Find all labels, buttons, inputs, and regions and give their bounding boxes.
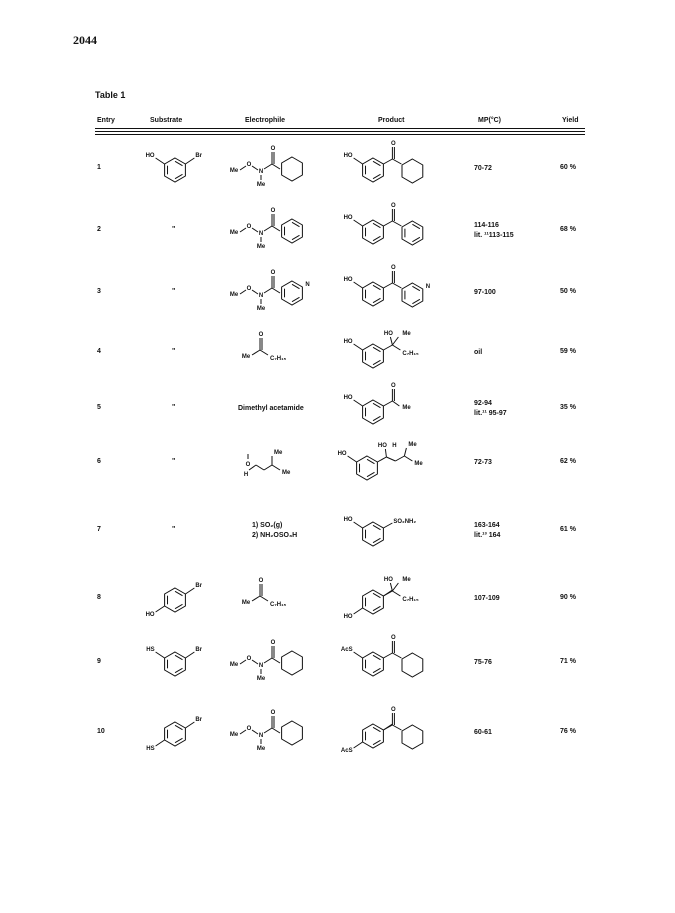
alkyl-label: C₇H₁₅ [270,602,287,608]
page-number: 2044 [73,33,97,47]
product-structure [335,322,460,382]
electrophile-line: Dimethyl acetamide [238,405,304,412]
methyl-label: Me [414,461,423,467]
oxygen-label: O [245,462,251,468]
entry-number: 7 [97,526,101,533]
ring [402,653,423,677]
methyl-label: Me [282,470,291,476]
substrate-structure [130,568,220,628]
nitrogen-label: N [258,733,264,739]
oxygen-label: O [391,383,396,389]
ring [402,725,423,749]
melting-point-value: 60-61 [474,729,492,736]
electrophile-structure [222,322,322,382]
substituent-label: AcS [340,647,353,653]
sulfonamide-label: SO₂NH₂ [393,519,417,525]
ring [402,159,423,183]
oxygen-label: O [391,707,396,713]
yield-value: 62 % [560,458,576,465]
oxygen-label: O [246,162,252,168]
header-rule-2 [95,131,585,132]
substrate-ditto: " [172,404,176,411]
nitrogen-label: N [258,293,264,299]
methyl-label: Me [229,732,239,738]
yield-value: 90 % [560,594,576,601]
melting-point-value: 72-73 [474,459,492,466]
methyl-label: Me [229,168,239,174]
substituent-label: AcS [340,748,353,754]
electrophile-structure [222,632,322,692]
product-structure [335,568,460,628]
substrate-structure [130,702,220,762]
header-substrate: Substrate [150,117,183,124]
methyl-label: Me [256,746,266,752]
methyl-label: Me [256,306,266,312]
methyl-label: Me [402,331,411,337]
nitrogen-label: N [258,663,264,669]
header-entry: Entry [97,117,115,124]
entry-number: 10 [97,728,105,735]
table-row [0,322,675,382]
melting-point [474,728,492,738]
substituent-label: HO [343,517,353,523]
melting-point-value: 114-116 [474,222,499,229]
substituent-label: HO [145,153,155,159]
electrophile-text [252,521,297,541]
oxygen-label: O [246,726,252,732]
oxygen-label: O [391,203,396,209]
substituent-label: HO [343,614,353,620]
product-structure [335,702,460,762]
methyl-label: Me [241,600,251,606]
substituent-label: Br [195,717,203,723]
electrophile-structure [222,200,322,260]
substituent-label: Br [195,583,203,589]
entry-number: 8 [97,594,101,601]
oxygen-label: O [391,141,396,147]
product-structure [335,432,460,492]
entry-number: 9 [97,658,101,665]
substituent-label: HS [146,647,155,653]
oxygen-label: O [270,640,276,646]
alkyl-label: C₇H₁₅ [402,597,419,603]
table-row [0,138,675,198]
product-structure [335,378,460,438]
yield-value: 71 % [560,658,576,665]
substituent-label: HO [145,612,155,618]
melting-point [474,288,496,298]
substrate-ditto: " [172,288,176,295]
yield-value: 76 % [560,728,576,735]
entry-number: 4 [97,348,101,355]
melting-point [474,594,500,604]
methyl-label: Me [229,292,239,298]
oxygen-label: O [246,286,252,292]
table-row [0,200,675,260]
yield-value: 61 % [560,526,576,533]
substituent-label: Br [195,153,203,159]
entry-number: 1 [97,164,101,171]
nitrogen-label: N [258,169,264,175]
methyl-label: Me [241,354,251,360]
substituent-label: HO [343,339,353,345]
table-row [0,432,675,492]
substrate-ditto: " [172,226,176,233]
methyl-label: Me [274,450,283,456]
melting-point-value: 92-94 [474,400,492,407]
melting-point [474,164,492,174]
table-row [0,500,675,560]
yield-value: 68 % [560,226,576,233]
melting-point-value: oil [474,349,483,356]
product-structure [335,262,460,322]
oxygen-label: O [270,208,276,214]
electrophile-structure [222,138,322,198]
yield-value: 50 % [560,288,576,295]
melting-point-value: lit. ¹¹113-115 [474,232,514,239]
header-electrophile: Electrophile [245,117,286,124]
product-structure [335,200,460,260]
melting-point [474,221,514,241]
electrophile-structure [222,262,322,322]
melting-point-value: 163-164 [474,522,500,529]
melting-point-value: 107-109 [474,595,500,602]
substituent-label: HO [337,451,347,457]
methyl-label: Me [229,230,239,236]
header-product: Product [378,117,405,124]
table-row [0,632,675,692]
melting-point [474,348,482,358]
nitrogen-label: N [258,231,264,237]
methyl-label: Me [402,577,411,583]
oxygen-label: O [391,265,396,271]
hydroxyl-label: HO [377,443,387,449]
table-row [0,378,675,438]
melting-point-value: lit.¹³ 164 [474,532,501,539]
electrophile-text [238,404,304,414]
entry-number: 3 [97,288,101,295]
product-structure [335,138,460,198]
header-rule-1 [95,128,585,129]
alkyl-label: C₇H₁₅ [270,356,287,362]
oxygen-label: O [270,146,276,152]
methyl-label: Me [256,244,266,250]
electrophile-line: 1) SO₂(g) [252,522,283,529]
substituent-label: HO [343,277,353,283]
methyl-label: Me [402,405,411,411]
entry-number: 5 [97,404,101,411]
oxygen-label: O [246,224,252,230]
oxygen-label: O [246,656,252,662]
yield-value: 60 % [560,164,576,171]
entry-number: 2 [97,226,101,233]
oxygen-label: O [270,270,276,276]
header-rule-3 [95,134,585,135]
substituent-label: HO [343,153,353,159]
substituent-label: HO [343,395,353,401]
melting-point-value: lit.¹¹ 95-97 [474,410,507,417]
substrate-ditto: " [172,526,176,533]
substituent-label: HO [343,215,353,221]
electrophile-structure [222,702,322,762]
hydrogen-label: H [392,443,397,449]
ring [282,721,303,745]
yield-value: 59 % [560,348,576,355]
methyl-label: Me [256,676,266,682]
melting-point [474,658,492,668]
header-yield: Yield [562,117,579,124]
melting-point [474,521,500,541]
table-row [0,262,675,322]
oxygen-label: O [270,710,276,716]
substrate-structure [130,138,220,198]
melting-point-value: 70-72 [474,165,492,172]
melting-point [474,399,507,419]
nitrogen-label: N [425,284,431,290]
yield-value: 35 % [560,404,576,411]
substrate-ditto: " [172,348,176,355]
melting-point [474,458,492,468]
product-structure [335,632,460,692]
electrophile-structure [222,432,322,492]
melting-point-value: 75-76 [474,659,492,666]
ring [282,651,303,675]
nitrogen-label: N [305,282,310,288]
oxygen-label: O [258,578,264,584]
methyl-label: Me [256,182,266,188]
header-mp: MP(°C) [478,117,502,124]
hydrogen-label: H [243,472,249,478]
table-row [0,568,675,628]
oxygen-label: O [258,332,264,338]
entry-number: 6 [97,458,101,465]
ring [282,157,303,181]
electrophile-structure [222,568,322,628]
oxygen-label: O [391,635,396,641]
table-title: Table 1 [95,90,126,100]
substituent-label: Br [195,647,203,653]
methyl-label: Me [408,442,417,448]
substrate-ditto: " [172,458,176,465]
table-row [0,702,675,762]
hydroxyl-label: HO [383,331,393,337]
hydroxyl-label: HO [383,577,393,583]
substrate-structure [130,632,220,692]
electrophile-line: 2) NH₂OSO₃H [252,532,298,539]
substituent-label: HS [146,746,155,752]
product-structure [335,500,460,560]
melting-point-value: 97-100 [474,289,496,296]
alkyl-label: C₇H₁₅ [402,351,419,357]
methyl-label: Me [229,662,239,668]
